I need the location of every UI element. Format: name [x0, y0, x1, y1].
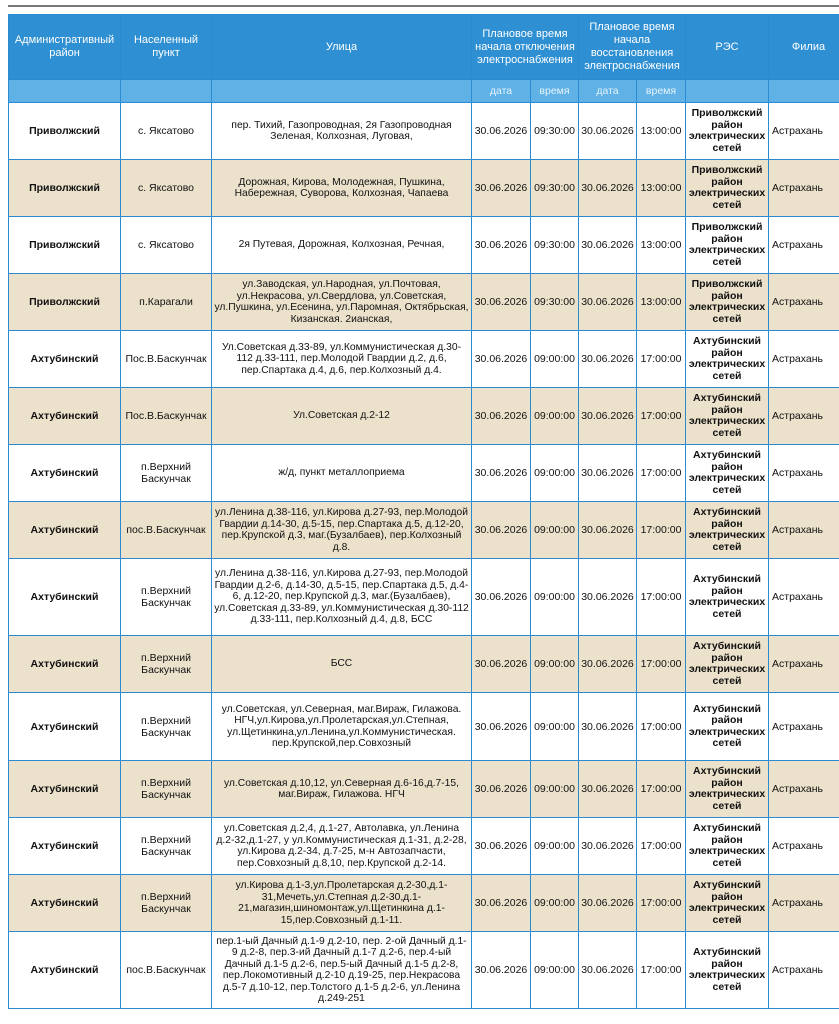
cell-res: Приволжский район электрических сетей: [686, 160, 769, 217]
cell-branch: Астрахань: [769, 103, 839, 160]
cell-on-time: 17:00:00: [637, 818, 686, 875]
table-row: [9, 445, 839, 502]
cell-off-time: 09:30:00: [531, 217, 579, 274]
cell-street: Дорожная, Кирова, Молодежная, Пушкина, Набережная, Суворова, Колхозная, Чапаева: [212, 160, 472, 217]
table-row: [9, 761, 839, 818]
cell-district: Ахтубинский: [9, 875, 121, 932]
top-rule: [8, 5, 839, 7]
cell-street: ул.Советская, ул.Северная, маг.Вираж, Гилажова. НГЧ,ул.Кирова,ул.Пролетарская,ул.Степная, ул.Щетинкина,ул.Ленина,ул.Коммунистическая. пер.Крупской,пер.Совхозный: [212, 693, 472, 761]
cell-district: Ахтубинский: [9, 388, 121, 445]
header-street: Улица: [212, 15, 472, 80]
cell-locality: п.Верхний Баскунчак: [121, 693, 212, 761]
table-row: [9, 103, 839, 160]
cell-off-time: 09:00:00: [531, 388, 579, 445]
cell-locality: п.Верхний Баскунчак: [121, 559, 212, 636]
cell-street: 2я Путевая, Дорожная, Колхозная, Речная,: [212, 217, 472, 274]
cell-off-time: 09:00:00: [531, 636, 579, 693]
cell-on-date: 30.06.2026: [579, 932, 637, 1009]
cell-on-date: 30.06.2026: [579, 388, 637, 445]
table-body: [9, 103, 839, 1009]
cell-street: ул.Ленина д.38-116, ул.Кирова д.27-93, пер.Молодой Гвардии д.2-6, д.14-30, д.5-15, пер.Спартака д.5, д.4-6, д.12-20, пер.Крупской д.3, маг.(Бузалбаев), ул.Советская д.33-89, ул.Коммунистическая д.30-112 д.33-111, пер.Колхозный д.4, д.8, БСС: [212, 559, 472, 636]
subheader-on-date: дата: [579, 80, 637, 103]
cell-res: Ахтубинский район электрических сетей: [686, 818, 769, 875]
cell-res: Ахтубинский район электрических сетей: [686, 693, 769, 761]
table-row: [9, 217, 839, 274]
header-off-time: Плановое время начала отключения электроснабжения: [472, 15, 579, 80]
table-row: [9, 693, 839, 761]
cell-street: пер. Тихий, Газопроводная, 2я Газопроводная Зеленая, Колхозная, Луговая,: [212, 103, 472, 160]
cell-locality: с. Яксатово: [121, 217, 212, 274]
cell-res: Ахтубинский район электрических сетей: [686, 502, 769, 559]
cell-res: Ахтубинский район электрических сетей: [686, 445, 769, 502]
cell-on-time: 13:00:00: [637, 217, 686, 274]
cell-district: Ахтубинский: [9, 818, 121, 875]
cell-branch: Астрахань: [769, 274, 839, 331]
subheader-blank: [9, 80, 121, 103]
cell-res: Ахтубинский район электрических сетей: [686, 636, 769, 693]
cell-street: Ул.Советская д.33-89, ул.Коммунистическая д.30-112 д.33-111, пер.Молодой Гвардии д.2, д.6, пер.Спартака д.4, д.6, пер.Колхозный д.4.: [212, 331, 472, 388]
cell-on-date: 30.06.2026: [579, 875, 637, 932]
cell-district: Ахтубинский: [9, 445, 121, 502]
cell-district: Ахтубинский: [9, 932, 121, 1009]
cell-locality: п.Верхний Баскунчак: [121, 445, 212, 502]
table-row: [9, 932, 839, 1009]
cell-off-date: 30.06.2026: [472, 160, 531, 217]
cell-on-date: 30.06.2026: [579, 761, 637, 818]
cell-res: Ахтубинский район электрических сетей: [686, 875, 769, 932]
cell-on-time: 17:00:00: [637, 445, 686, 502]
cell-res: Ахтубинский район электрических сетей: [686, 331, 769, 388]
cell-off-time: 09:00:00: [531, 559, 579, 636]
subheader-blank: [212, 80, 472, 103]
cell-street: ж/д, пункт металлоприема: [212, 445, 472, 502]
cell-branch: Астрахань: [769, 502, 839, 559]
cell-off-time: 09:00:00: [531, 445, 579, 502]
cell-off-date: 30.06.2026: [472, 388, 531, 445]
cell-off-time: 09:00:00: [531, 331, 579, 388]
cell-district: Приволжский: [9, 103, 121, 160]
cell-res: Приволжский район электрических сетей: [686, 274, 769, 331]
cell-branch: Астрахань: [769, 636, 839, 693]
cell-off-date: 30.06.2026: [472, 818, 531, 875]
cell-on-date: 30.06.2026: [579, 502, 637, 559]
cell-off-time: 09:30:00: [531, 160, 579, 217]
cell-res: Приволжский район электрических сетей: [686, 103, 769, 160]
cell-off-date: 30.06.2026: [472, 875, 531, 932]
header-locality: Населенный пункт: [121, 15, 212, 80]
cell-street: ул.Кирова д.1-3,ул.Пролетарская д.2-30,д.1-31,Мечеть,ул.Степная д.2-30,д.1-21,магазин,шиномонтаж,ул.Щетинкина д.1-15,пер.Совхозный д.1-11.: [212, 875, 472, 932]
header-res: РЭС: [686, 15, 769, 80]
outage-schedule-table: [8, 14, 839, 1009]
cell-district: Приволжский: [9, 160, 121, 217]
cell-branch: Астрахань: [769, 761, 839, 818]
cell-street: ул.Ленина д.38-116, ул.Кирова д.27-93, пер.Молодой Гвардии д.14-30, д.5-15, пер.Спартака д.5, д.12-20, пер.Крупской д.3, маг.(Бузалбаев), пер.Колхозный д.8.: [212, 502, 472, 559]
cell-district: Ахтубинский: [9, 502, 121, 559]
cell-branch: Астрахань: [769, 331, 839, 388]
header-branch: Филиа: [769, 15, 839, 80]
cell-res: Приволжский район электрических сетей: [686, 217, 769, 274]
table-row: [9, 160, 839, 217]
subheader-off-time: время: [531, 80, 579, 103]
cell-branch: Астрахань: [769, 445, 839, 502]
cell-branch: Астрахань: [769, 559, 839, 636]
cell-branch: Астрахань: [769, 388, 839, 445]
cell-branch: Астрахань: [769, 875, 839, 932]
subheader-on-time: время: [637, 80, 686, 103]
cell-on-time: 17:00:00: [637, 932, 686, 1009]
table-row: [9, 274, 839, 331]
cell-res: Ахтубинский район электрических сетей: [686, 932, 769, 1009]
cell-off-date: 30.06.2026: [472, 217, 531, 274]
cell-off-date: 30.06.2026: [472, 445, 531, 502]
cell-on-time: 17:00:00: [637, 875, 686, 932]
cell-on-time: 17:00:00: [637, 388, 686, 445]
cell-on-date: 30.06.2026: [579, 103, 637, 160]
cell-locality: пос.В.Баскунчак: [121, 502, 212, 559]
cell-on-time: 17:00:00: [637, 693, 686, 761]
subheader-off-date: дата: [472, 80, 531, 103]
cell-locality: с. Яксатово: [121, 160, 212, 217]
cell-branch: Астрахань: [769, 217, 839, 274]
cell-on-date: 30.06.2026: [579, 160, 637, 217]
cell-district: Ахтубинский: [9, 693, 121, 761]
cell-district: Ахтубинский: [9, 761, 121, 818]
cell-off-date: 30.06.2026: [472, 932, 531, 1009]
cell-off-date: 30.06.2026: [472, 103, 531, 160]
cell-on-date: 30.06.2026: [579, 274, 637, 331]
cell-off-time: 09:00:00: [531, 932, 579, 1009]
cell-branch: Астрахань: [769, 160, 839, 217]
cell-locality: п.Верхний Баскунчак: [121, 636, 212, 693]
cell-off-time: 09:00:00: [531, 818, 579, 875]
table-row: [9, 388, 839, 445]
cell-on-time: 17:00:00: [637, 636, 686, 693]
cell-branch: Астрахань: [769, 818, 839, 875]
cell-off-date: 30.06.2026: [472, 274, 531, 331]
cell-district: Приволжский: [9, 274, 121, 331]
cell-on-date: 30.06.2026: [579, 445, 637, 502]
cell-on-time: 17:00:00: [637, 502, 686, 559]
cell-off-time: 09:00:00: [531, 875, 579, 932]
cell-res: Ахтубинский район электрических сетей: [686, 388, 769, 445]
cell-on-time: 13:00:00: [637, 160, 686, 217]
cell-street: ул.Заводская, ул.Народная, ул.Почтовая, ул.Некрасова, ул.Свердлова, ул.Советская, ул.Пушкина, ул.Есенина, ул.Паромная, Октябрьская, Кизанская. 2ианская,: [212, 274, 472, 331]
cell-off-date: 30.06.2026: [472, 559, 531, 636]
cell-district: Приволжский: [9, 217, 121, 274]
cell-on-time: 17:00:00: [637, 559, 686, 636]
cell-district: Ахтубинский: [9, 331, 121, 388]
cell-res: Ахтубинский район электрических сетей: [686, 559, 769, 636]
cell-locality: п.Карагали: [121, 274, 212, 331]
table-row: [9, 636, 839, 693]
cell-locality: п.Верхний Баскунчак: [121, 818, 212, 875]
subheader-blank: [121, 80, 212, 103]
table-row: [9, 818, 839, 875]
table-row: [9, 875, 839, 932]
cell-locality: Пос.В.Баскунчак: [121, 388, 212, 445]
cell-district: Ахтубинский: [9, 559, 121, 636]
table-row: [9, 331, 839, 388]
cell-locality: п.Верхний Баскунчак: [121, 875, 212, 932]
cell-off-date: 30.06.2026: [472, 693, 531, 761]
cell-res: Ахтубинский район электрических сетей: [686, 761, 769, 818]
cell-street: Ул.Советская д.2-12: [212, 388, 472, 445]
cell-on-date: 30.06.2026: [579, 559, 637, 636]
cell-off-time: 09:00:00: [531, 502, 579, 559]
cell-on-time: 13:00:00: [637, 103, 686, 160]
cell-locality: п.Верхний Баскунчак: [121, 761, 212, 818]
cell-on-date: 30.06.2026: [579, 331, 637, 388]
cell-street: ул.Советская д.2,4, д.1-27, Автолавка, ул.Ленина д.2-32,д.1-27, у ул.Коммунистическая д.1-31, д.2-28, ул.Кирова д.2-34, д.7-25, м-н Автозапчасти, пер.Совхозный д.8,10, пер.Крупской д.2-14.: [212, 818, 472, 875]
cell-district: Ахтубинский: [9, 636, 121, 693]
table-row: [9, 502, 839, 559]
cell-off-date: 30.06.2026: [472, 502, 531, 559]
cell-branch: Астрахань: [769, 693, 839, 761]
cell-off-time: 09:00:00: [531, 761, 579, 818]
cell-locality: пос.В.Баскунчак: [121, 932, 212, 1009]
cell-off-date: 30.06.2026: [472, 331, 531, 388]
cell-locality: с. Яксатово: [121, 103, 212, 160]
cell-locality: Пос.В.Баскунчак: [121, 331, 212, 388]
cell-street: БСС: [212, 636, 472, 693]
cell-street: ул.Советская д.10,12, ул.Северная д.6-16,д.7-15, маг.Вираж, Гилажова. НГЧ: [212, 761, 472, 818]
cell-on-date: 30.06.2026: [579, 693, 637, 761]
cell-off-time: 09:00:00: [531, 693, 579, 761]
cell-on-date: 30.06.2026: [579, 818, 637, 875]
header-district: Административный район: [9, 15, 121, 80]
table-row: [9, 559, 839, 636]
cell-on-date: 30.06.2026: [579, 636, 637, 693]
header-on-time: Плановое время начала восстановления электроснабжения: [579, 15, 686, 80]
cell-street: пер.1-ый Дачный д.1-9 д.2-10, пер. 2-ой Дачный д.1-9 д.2-8, пер.3-ий Дачный д.1-7 д.2-6, пер.4-ый Дачный д.1-5 д.2-6, пер.5-ый Дачный д.1-5 д.2-8, пер.Локомотивный д.2-10 д.19-25, пер.Некрасова д.5-7 д.10-12, пер.Толстого д.1-5 д.2-6, ул.Ленина д.249-251: [212, 932, 472, 1009]
cell-off-time: 09:30:00: [531, 103, 579, 160]
cell-off-date: 30.06.2026: [472, 636, 531, 693]
cell-on-time: 17:00:00: [637, 331, 686, 388]
subheader-blank: [686, 80, 769, 103]
cell-off-time: 09:30:00: [531, 274, 579, 331]
cell-on-date: 30.06.2026: [579, 217, 637, 274]
cell-on-time: 17:00:00: [637, 761, 686, 818]
cell-branch: Астрахань: [769, 932, 839, 1009]
cell-on-time: 13:00:00: [637, 274, 686, 331]
subheader-blank: [769, 80, 839, 103]
cell-off-date: 30.06.2026: [472, 761, 531, 818]
